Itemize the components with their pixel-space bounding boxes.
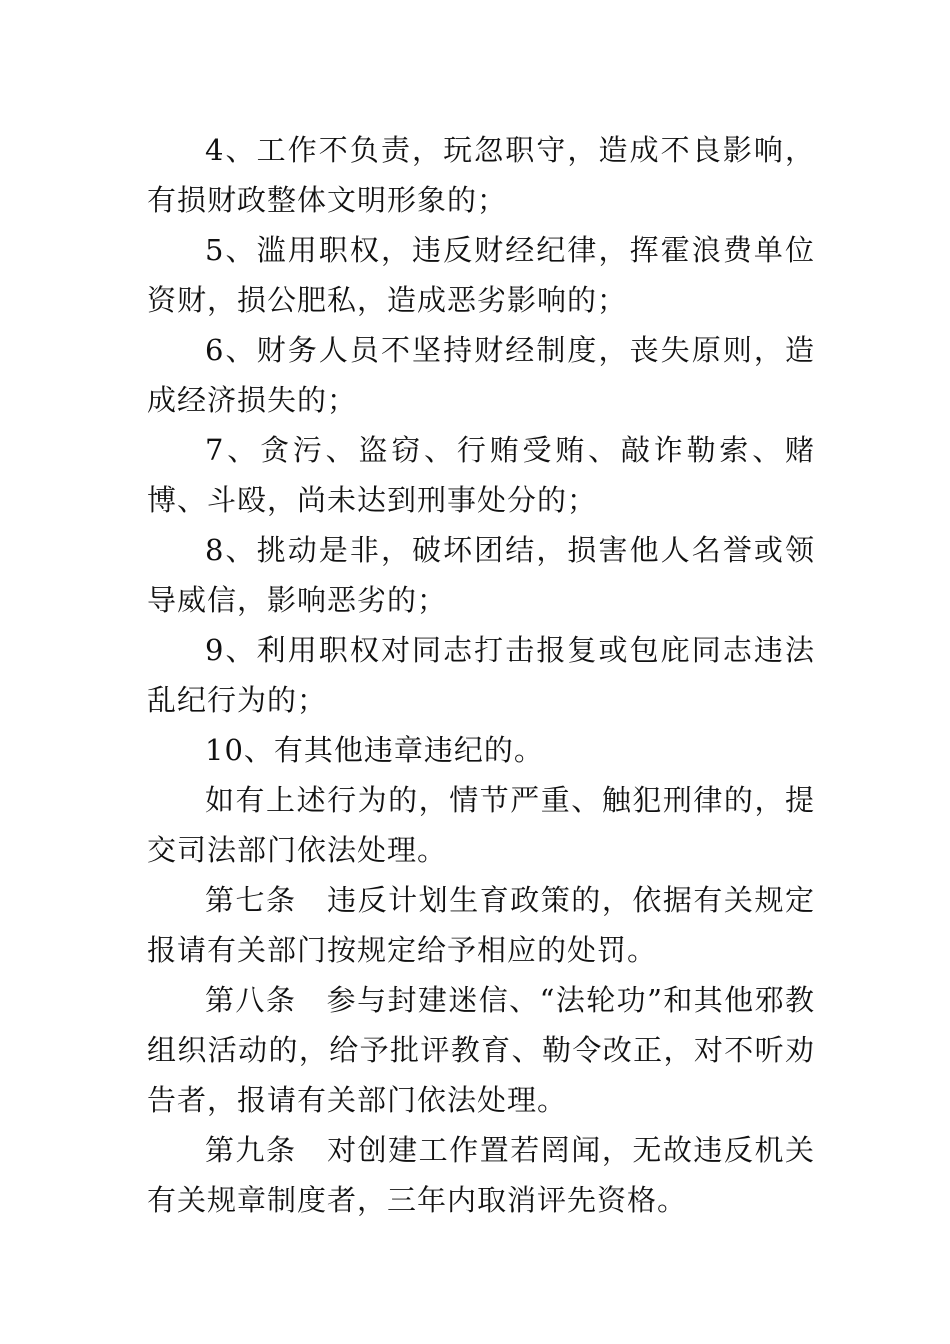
- paragraph-summary: 如有上述行为的，情节严重、触犯刑律的，提交司法部门依法处理。: [147, 783, 815, 867]
- paragraph-item-10: 10、有其他违章违纪的。: [205, 733, 544, 767]
- paragraph-item-5: 5、滥用职权，违反财经纪律，挥霍浪费单位资财，损公肥私，造成恶劣影响的；: [147, 233, 815, 317]
- paragraph-item-4: 4、工作不负责，玩忽职守，造成不良影响，有损财政整体文明形象的；: [147, 133, 815, 217]
- article-seven: 第七条 违反计划生育政策的，依据有关规定报请有关部门按规定给予相应的处罚。: [147, 883, 815, 967]
- paragraph-item-6: 6、财务人员不坚持财经制度，丧失原则，造成经济损失的；: [147, 333, 815, 417]
- paragraph-item-9: 9、利用职权对同志打击报复或包庇同志违法乱纪行为的；: [147, 633, 815, 717]
- article-nine: 第九条 对创建工作置若罔闻，无故违反机关有关规章制度者，三年内取消评先资格。: [147, 1133, 815, 1217]
- article-eight: 第八条 参与封建迷信、“法轮功”和其他邪教组织活动的，给予批评教育、勒令改正，对不听劝告者，报请有关部门依法处理。: [147, 983, 815, 1117]
- paragraph-item-8: 8、挑动是非，破坏团结，损害他人名誉或领导威信，影响恶劣的；: [147, 533, 815, 617]
- paragraph-item-7: 7、贪污、盗窃、行贿受贿、敲诈勒索、赌博、斗殴，尚未达到刑事处分的；: [147, 433, 815, 517]
- document-body: [147, 125, 815, 1225]
